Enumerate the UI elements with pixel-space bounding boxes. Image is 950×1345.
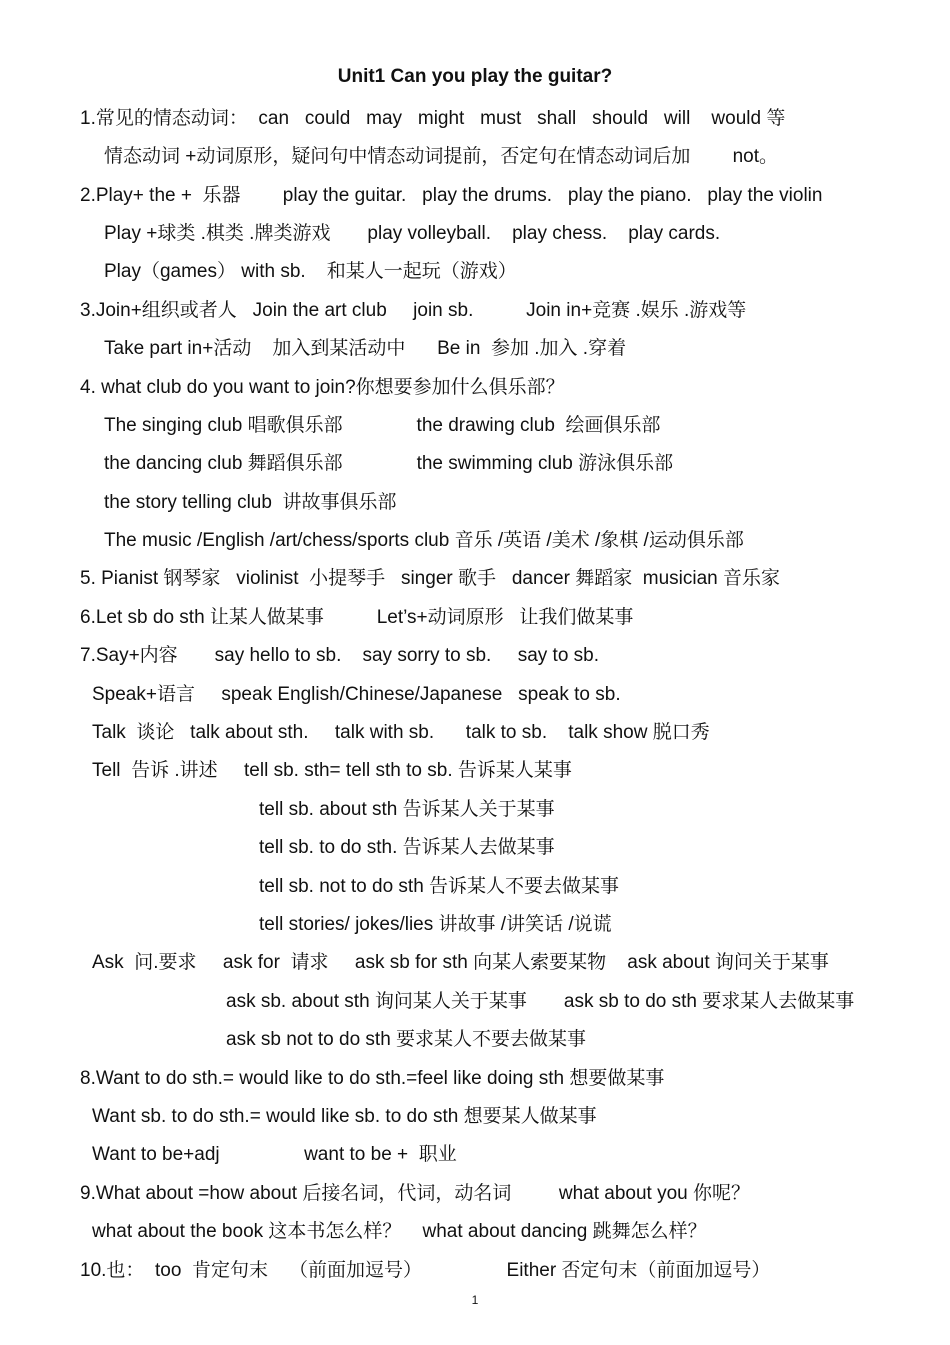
text-line: tell sb. about sth 告诉某人关于某事 [259,799,555,820]
text-line: 1.常见的情态动词： can could may might must shall should will would 等 [80,108,786,129]
text-line: 5. Pianist 钢琴家 violinist 小提琴手 singer 歌手 dancer 舞蹈家 musician 音乐家 [80,568,781,589]
page-number: 1 [471,1293,479,1307]
text-line: 8.Want to do sth.= would like to do sth.=feel like doing sth 想要做某事 [80,1068,665,1089]
text-line: Want to be+adj want to be + 职业 [92,1144,457,1165]
text-line: the story telling club 讲故事俱乐部 [104,492,397,513]
text-line: 3.Join+组织或者人 Join the art club join sb. Join in+竞赛 .娱乐 .游戏等 [80,300,747,321]
text-line: the dancing club 舞蹈俱乐部 the swimming club 游泳俱乐部 [104,453,674,474]
text-line: tell sb. to do sth. 告诉某人去做某事 [259,837,555,858]
text-line: Ask 问.要求 ask for 请求 ask sb for sth 向某人索要某物 ask about 询问关于某事 [92,952,829,973]
text-line: Play（games） with sb. 和某人一起玩（游戏） [104,261,517,282]
text-line: what about the book 这本书怎么样？ what about dancing 跳舞怎么样？ [92,1221,707,1242]
text-line: Play +球类 .棋类 .牌类游戏 play volleyball. play chess. play cards. [104,223,721,244]
text-line: Talk 谈论 talk about sth. talk with sb. talk to sb. talk show 脱口秀 [92,722,710,743]
document-title: Unit1 Can you play the guitar? [337,66,613,87]
text-line: 10.也： too 肯定句末 （前面加逗号） Either 否定句末（前面加逗号） [80,1260,771,1281]
text-line: ask sb. about sth 询问某人关于某事 ask sb to do sth 要求某人去做某事 [226,991,855,1012]
text-line: Take part in+活动 加入到某活动中 Be in 参加 .加入 .穿着 [104,338,627,359]
text-line: 9.What about =how about 后接名词，代词，动名词 what about you 你呢？ [80,1183,751,1204]
text-line: Want sb. to do sth.= would like sb. to do sth 想要某人做某事 [92,1106,597,1127]
text-line: 6.Let sb do sth 让某人做某事 Let’s+动词原形 让我们做某事 [80,607,634,628]
text-line: 4. what club do you want to join?你想要参加什么俱乐部？ [80,377,565,398]
text-line: 2.Play+ the + 乐器 play the guitar. play the drums. play the piano. play the violin [80,185,823,206]
text-line: Speak+语言 speak English/Chinese/Japanese speak to sb. [92,684,621,705]
text-line: 情态动词 +动词原形，疑问句中情态动词提前，否定句在情态动词后加 not。 [104,146,779,167]
text-line: The singing club 唱歌俱乐部 the drawing club 绘画俱乐部 [104,415,661,436]
text-line: Tell 告诉 .讲述 tell sb. sth= tell sth to sb. 告诉某人某事 [92,760,572,781]
text-line: tell sb. not to do sth 告诉某人不要去做某事 [259,876,620,897]
text-line: ask sb not to do sth 要求某人不要去做某事 [226,1029,587,1050]
text-line: 7.Say+内容 say hello to sb. say sorry to sb. say to sb. [80,645,600,666]
text-line: tell stories/ jokes/lies 讲故事 /讲笑话 /说谎 [259,914,612,935]
text-line: The music /English /art/chess/sports club 音乐 /英语 /美术 /象棋 /运动俱乐部 [104,530,744,551]
